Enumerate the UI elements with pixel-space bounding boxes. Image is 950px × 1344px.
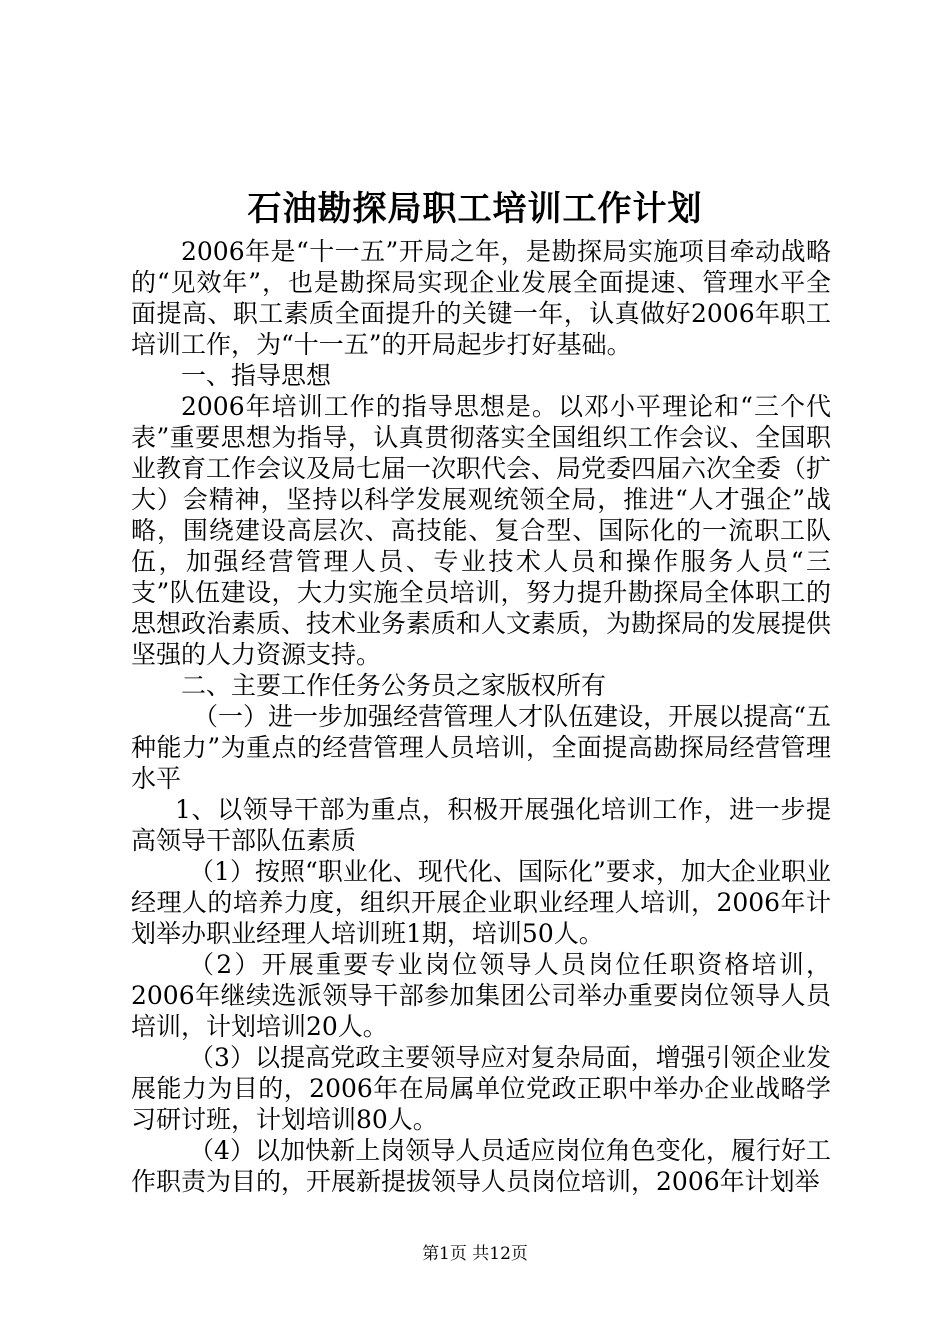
guiding-ideology-paragraph: 2006年培训工作的指导思想是。以邓小平理论和“三个代表”重要思想为指导，认真贯彻落实全国组织工作会议、全国职业教育工作会议及局七届一次职代会、局党委四届六次全委（扩大）会精神，坚持以科学发展观统领全局，推进“人才强企”战略，围绕建设高层次、高技能、复合型、国际化的一流职工队伍，加强经营管理人员、专业技术人员和操作服务人员“三支”队伍建设，大力实施全员培训，努力提升勘探局全体职工的思想政治素质、技术业务素质和人文素质，为勘探局的发展提供坚强的人力资源支持。: [131, 392, 832, 669]
list-item-2: （2）开展重要专业岗位领导人员岗位任职资格培训，2006年继续选派领导干部参加集团公司举办重要岗位领导人员培训，计划培训20人。: [131, 950, 831, 1041]
list-item-4: （4）以加快新上岗领导人员适应岗位角色变化，履行好工作职责为目的，开展新提拔领导人员岗位培训，2006年计划举: [131, 1136, 831, 1196]
list-item-1: （1）按照“职业化、现代化、国际化”要求，加大企业职业经理人的培养力度，组织开展企业职业经理人培训，2006年计划举办职业经理人培训班1期，培训50人。: [131, 857, 831, 948]
list-item-3: （3）以提高党政主要领导应对复杂局面，增强引领企业发展能力为目的，2006年在局属单位党政正职中举办企业战略学习研讨班，计划培训80人。: [131, 1043, 831, 1134]
item-heading-1: 1、以领导干部为重点，积极开展强化培训工作，进一步提高领导干部队伍素质: [131, 795, 831, 855]
section-heading-guiding-ideology: 一、指导思想: [181, 361, 332, 390]
page-footer: 第1页 共12页: [422, 1244, 528, 1264]
subsection-heading-1: （一）进一步加强经营管理人才队伍建设，开展以提高“五种能力”为重点的经营管理人员培训，全面提高勘探局经营管理水平: [131, 702, 831, 793]
intro-paragraph: 2006年是“十一五”开局之年，是勘探局实施项目牵动战略的“见效年”，也是勘探局实现企业发展全面提速、管理水平全面提高、职工素质全面提升的关键一年，认真做好2006年职工培训工作，为“十一五”的开局起步打好基础。: [131, 237, 831, 359]
document-body: [131, 236, 831, 1197]
page-title: 石油勘探局职工培训工作计划: [247, 189, 703, 229]
section-heading-main-tasks: 二、主要工作任务公务员之家版权所有: [181, 671, 607, 700]
